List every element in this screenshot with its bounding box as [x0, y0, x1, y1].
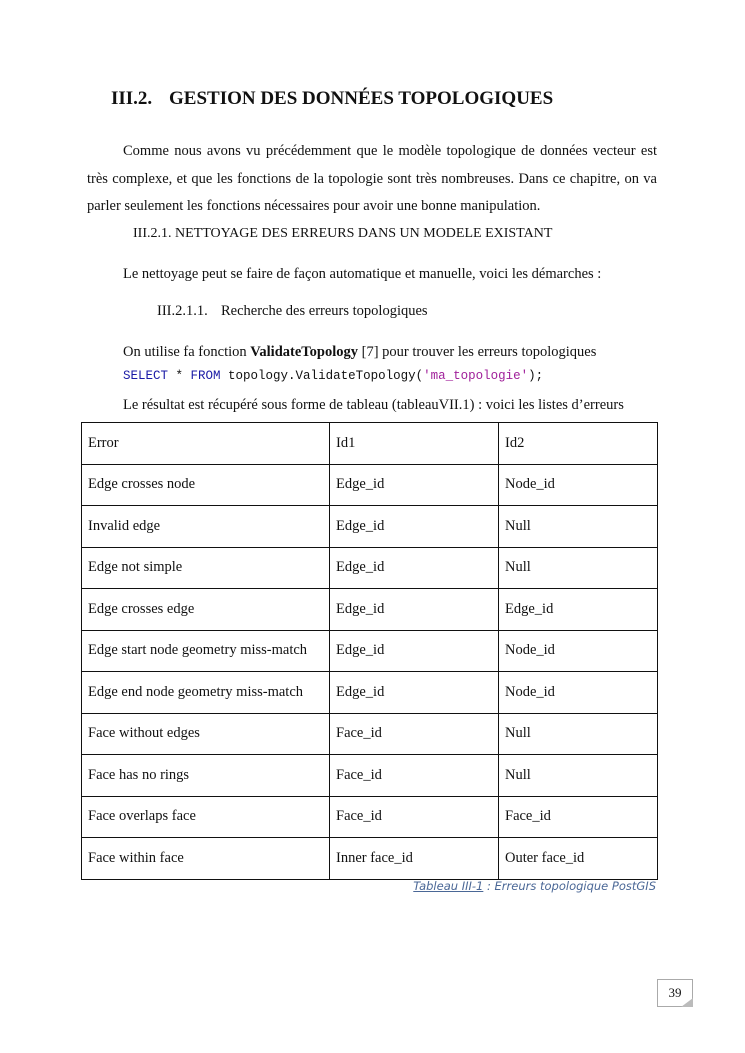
table-cell: Node_id — [499, 672, 658, 714]
table-row — [82, 755, 658, 797]
table-cell: Edge_id — [330, 506, 499, 548]
table-row — [82, 838, 658, 880]
table-cell: Id2 — [499, 423, 658, 465]
table-cell: Invalid edge — [82, 506, 330, 548]
table-cell: Edge_id — [330, 464, 499, 506]
table-cell: Error — [82, 423, 330, 465]
table-row — [82, 464, 658, 506]
table-row — [82, 547, 658, 589]
table-row — [82, 672, 658, 714]
table-cell: Id1 — [330, 423, 499, 465]
function-text: On utilise fa fonction ValidateTopology [7] pour trouver les erreurs topologiques — [123, 344, 597, 360]
table-cell: Node_id — [499, 464, 658, 506]
table-cell: Edge not simple — [82, 547, 330, 589]
table-row — [82, 589, 658, 631]
table-cell: Edge crosses node — [82, 464, 330, 506]
table-cell: Edge_id — [330, 630, 499, 672]
result-text: Le résultat est récupéré sous forme de tableau (tableauVII.1) : voici les listes d’erreurs — [123, 397, 624, 413]
table-cell: Null — [499, 713, 658, 755]
table-cell: Face overlaps face — [82, 796, 330, 838]
table-cell: Null — [499, 506, 658, 548]
table-cell: Face_id — [499, 796, 658, 838]
cleaning-text: Le nettoyage peut se faire de façon automatique et manuelle, voici les démarches : — [123, 266, 602, 282]
table-cell: Edge_id — [330, 547, 499, 589]
table-row — [82, 713, 658, 755]
table-cell: Edge crosses edge — [82, 589, 330, 631]
sql-code: SELECT * FROM topology.ValidateTopology('ma_topologie'); — [123, 369, 544, 383]
table-cell: Face has no rings — [82, 755, 330, 797]
table-row — [82, 630, 658, 672]
table-cell: Edge start node geometry miss-match — [82, 630, 330, 672]
table-cell: Null — [499, 755, 658, 797]
table-cell: Null — [499, 547, 658, 589]
table-cell: Face_id — [330, 713, 499, 755]
intro-paragraph: Comme nous avons vu précédemment que le modèle topologique de données vecteur est très complexe, et que les fonctions de la topologie sont très nombreuses. Dans ce chapitre, on va parler seulement les fonctions nécessaires pour avoir une bonne manipulation. — [87, 143, 657, 214]
table-cell: Inner face_id — [330, 838, 499, 880]
subsection-heading: III.2.1. NETTOYAGE DES ERREURS DANS UN MODELE EXISTANT — [133, 226, 553, 241]
errors-table — [81, 422, 658, 880]
table-cell: Edge_id — [330, 589, 499, 631]
table-cell: Face without edges — [82, 713, 330, 755]
table-cell: Edge end node geometry miss-match — [82, 672, 330, 714]
table-cell: Face_id — [330, 755, 499, 797]
table-row — [82, 796, 658, 838]
table-cell: Face_id — [330, 796, 499, 838]
table-cell: Outer face_id — [499, 838, 658, 880]
page-number: 39 — [657, 979, 693, 1007]
section-heading: III.2. GESTION DES DONNÉES TOPOLOGIQUES — [111, 88, 554, 109]
table-header-row — [82, 423, 658, 465]
table-caption: Tableau III-1 : Erreurs topologique PostGIS — [413, 879, 656, 893]
table-cell: Node_id — [499, 630, 658, 672]
table-cell: Edge_id — [330, 672, 499, 714]
table-cell: Edge_id — [499, 589, 658, 631]
subsubsection-heading: III.2.1.1. Recherche des erreurs topologiques — [157, 303, 428, 319]
table-cell: Face within face — [82, 838, 330, 880]
table-row — [82, 506, 658, 548]
